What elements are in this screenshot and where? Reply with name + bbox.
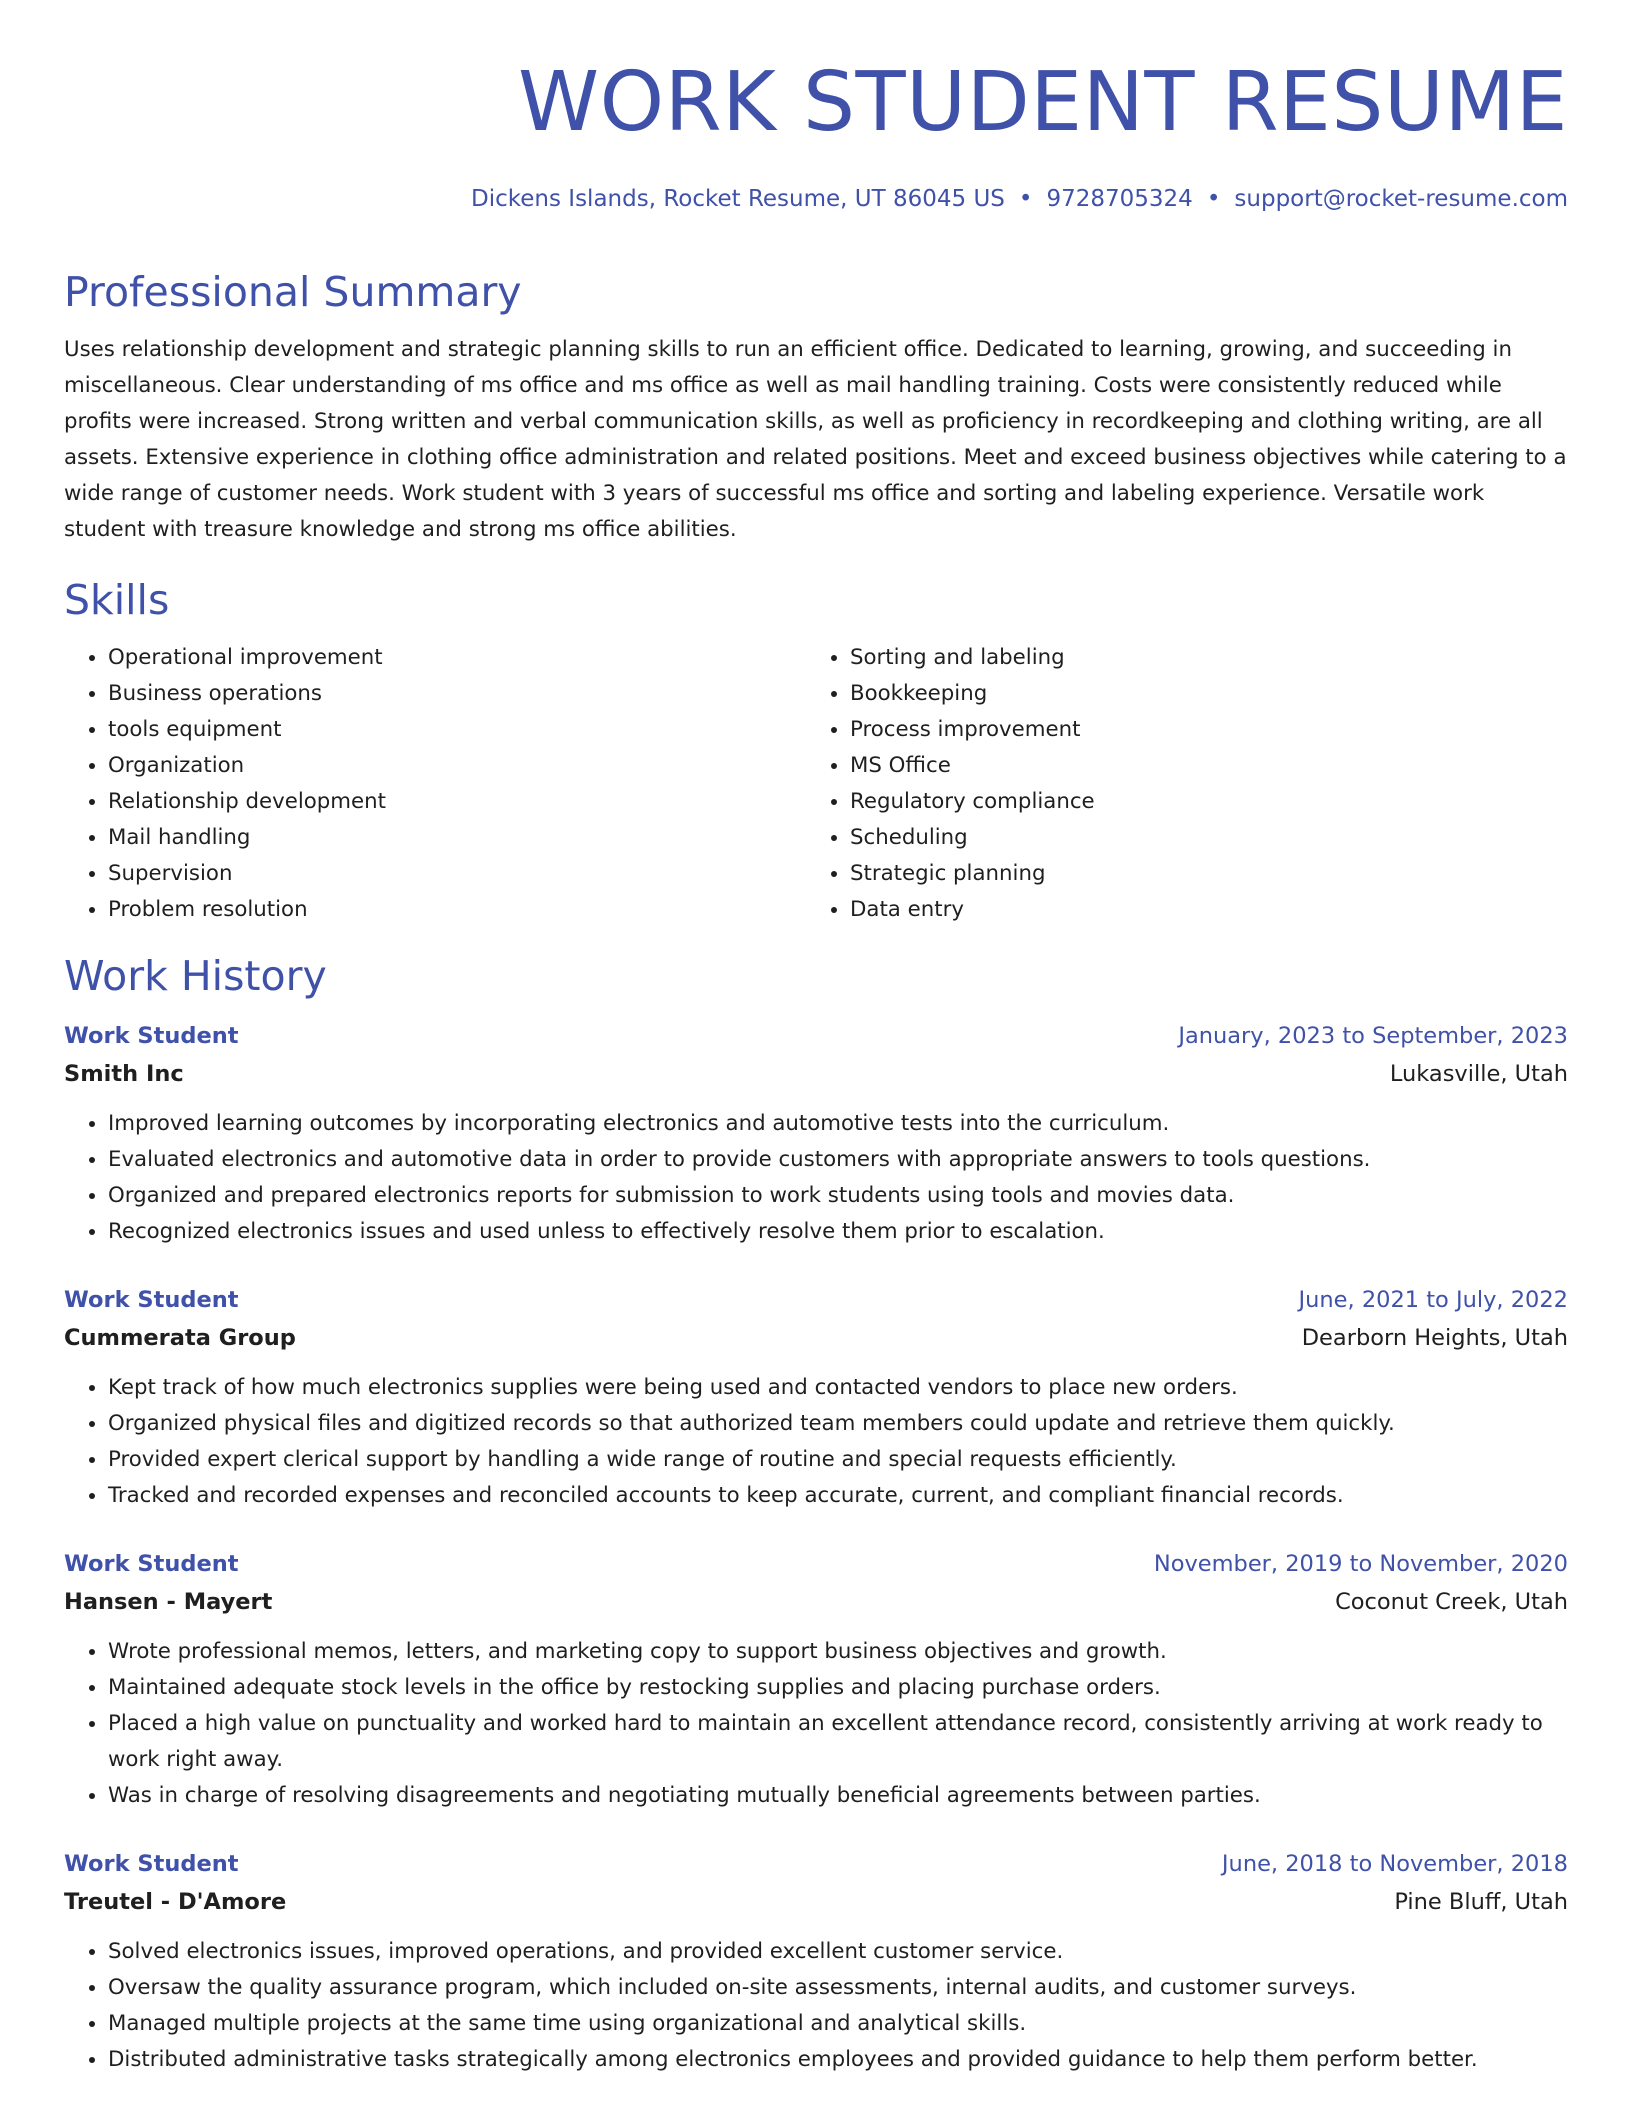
- skill-item: • Bookkeeping: [850, 676, 1548, 712]
- job-bullets: [64, 1370, 1568, 1514]
- contact-email: support@rocket-resume.com: [1234, 186, 1568, 212]
- skill-item: • Operational improvement: [108, 640, 806, 676]
- skill-item: • Problem resolution: [108, 892, 806, 928]
- job-bullet: • Organized and prepared electronics reports for submission to work students using tools and movies data.: [108, 1178, 1568, 1214]
- job-title: Work Student: [64, 1287, 239, 1313]
- job-entry: [64, 1018, 1568, 1250]
- section-title-work-history: Work History: [64, 952, 327, 1000]
- job-header: [64, 1846, 1568, 1882]
- skills-column-right: [806, 640, 1548, 928]
- job-bullet: • Provided expert clerical support by handling a wide range of routine and special requests efficiently.: [108, 1442, 1568, 1478]
- contact-separator: •: [1206, 186, 1221, 212]
- job-title: Work Student: [64, 1851, 239, 1877]
- job-header: [64, 1018, 1568, 1054]
- job-bullet: • Oversaw the quality assurance program, which included on-site assessments, internal audits, and customer surveys.: [108, 1970, 1568, 2006]
- job-company: Hansen - Mayert: [64, 1589, 273, 1615]
- job-dates: January, 2023 to September, 2023: [1178, 1023, 1568, 1049]
- job-subheader: [64, 1582, 1568, 1622]
- job-bullet: • Evaluated electronics and automotive data in order to provide customers with appropriate answers to tools questions.: [108, 1142, 1568, 1178]
- job-location: Coconut Creek, Utah: [1335, 1589, 1568, 1615]
- contact-separator: •: [1018, 186, 1033, 212]
- skill-item: • Scheduling: [850, 820, 1548, 856]
- skill-item: • Strategic planning: [850, 856, 1548, 892]
- job-company: Smith Inc: [64, 1061, 184, 1087]
- summary-text: Uses relationship development and strategic planning skills to run an efficient office. Dedicated to learning, growing, and succeeding in miscellaneous. Clear understanding of ms office and ms office as well as mail handling training. Costs were consistently reduced while profits were increased. Strong written and verbal communication skills, as well as proficiency in recordkeeping and clothing writing, are all assets. Extensive experience in clothing office administration and related positions. Meet and exceed business objectives while catering to a wide range of customer needs. Work student with 3 years of successful ms office and sorting and labeling experience. Versatile work student with treasure knowledge and strong ms office abilities.: [64, 337, 1567, 542]
- resume-title: WORK STUDENT RESUME: [518, 55, 1568, 150]
- skill-item: • Process improvement: [850, 712, 1548, 748]
- job-dates: June, 2021 to July, 2022: [1298, 1287, 1568, 1313]
- job-bullet: • Was in charge of resolving disagreements and negotiating mutually beneficial agreements between parties.: [108, 1778, 1568, 1814]
- section-title-skills: Skills: [64, 576, 170, 624]
- skill-item: • Sorting and labeling: [850, 640, 1548, 676]
- job-company: Treutel - D'Amore: [64, 1889, 287, 1915]
- skill-item: • Supervision: [108, 856, 806, 892]
- job-bullet: • Tracked and recorded expenses and reconciled accounts to keep accurate, current, and compliant financial records.: [108, 1478, 1568, 1514]
- skill-item: • tools equipment: [108, 712, 806, 748]
- skills-list: [64, 640, 1568, 928]
- job-bullet: • Maintained adequate stock levels in the office by restocking supplies and placing purchase orders.: [108, 1670, 1568, 1706]
- job-bullet: • Recognized electronics issues and used unless to effectively resolve them prior to escalation.: [108, 1214, 1568, 1250]
- job-title: Work Student: [64, 1023, 239, 1049]
- skill-item: • Regulatory compliance: [850, 784, 1548, 820]
- skill-item: • Business operations: [108, 676, 806, 712]
- job-bullet: • Kept track of how much electronics supplies were being used and contacted vendors to place new orders.: [108, 1370, 1568, 1406]
- job-company: Cummerata Group: [64, 1325, 296, 1351]
- job-title: Work Student: [64, 1551, 239, 1577]
- job-subheader: [64, 1318, 1568, 1358]
- job-bullet: • Wrote professional memos, letters, and marketing copy to support business objectives and growth.: [108, 1634, 1568, 1670]
- job-subheader: [64, 1054, 1568, 1094]
- job-bullet: • Managed multiple projects at the same time using organizational and analytical skills.: [108, 2006, 1568, 2042]
- job-bullets: [64, 1106, 1568, 1250]
- job-bullet: • Organized physical files and digitized records so that authorized team members could update and retrieve them quickly.: [108, 1406, 1568, 1442]
- job-entry: [64, 1282, 1568, 1514]
- job-location: Lukasville, Utah: [1389, 1061, 1568, 1087]
- job-bullet: • Placed a high value on punctuality and worked hard to maintain an excellent attendance record, consistently arriving at work ready to work right away.: [108, 1706, 1568, 1778]
- job-header: [64, 1546, 1568, 1582]
- skill-item: • Organization: [108, 748, 806, 784]
- skill-item: • Data entry: [850, 892, 1548, 928]
- skills-column-left: [64, 640, 806, 928]
- skill-item: • MS Office: [850, 748, 1548, 784]
- job-location: Pine Bluff, Utah: [1394, 1889, 1568, 1915]
- job-bullets: [64, 1634, 1568, 1814]
- job-bullet: • Improved learning outcomes by incorporating electronics and automotive tests into the curriculum.: [108, 1106, 1568, 1142]
- job-dates: June, 2018 to November, 2018: [1221, 1851, 1568, 1877]
- job-header: [64, 1282, 1568, 1318]
- job-bullets: [64, 1934, 1568, 2078]
- skill-item: • Relationship development: [108, 784, 806, 820]
- skill-item: • Mail handling: [108, 820, 806, 856]
- contact-address: Dickens Islands, Rocket Resume, UT 86045 US: [471, 186, 1005, 212]
- job-location: Dearborn Heights, Utah: [1301, 1325, 1568, 1351]
- job-bullet: • Solved electronics issues, improved operations, and provided excellent customer service.: [108, 1934, 1568, 1970]
- section-title-summary: Professional Summary: [64, 268, 522, 316]
- job-bullet: • Distributed administrative tasks strategically among electronics employees and provided guidance to help them perform better.: [108, 2042, 1568, 2078]
- resume-page: [64, 0, 1568, 2078]
- job-dates: November, 2019 to November, 2020: [1153, 1551, 1568, 1577]
- contact-line: [64, 182, 1568, 216]
- job-entry: [64, 1546, 1568, 1814]
- contact-phone: 9728705324: [1046, 186, 1193, 212]
- job-entry: [64, 1846, 1568, 2078]
- job-subheader: [64, 1882, 1568, 1922]
